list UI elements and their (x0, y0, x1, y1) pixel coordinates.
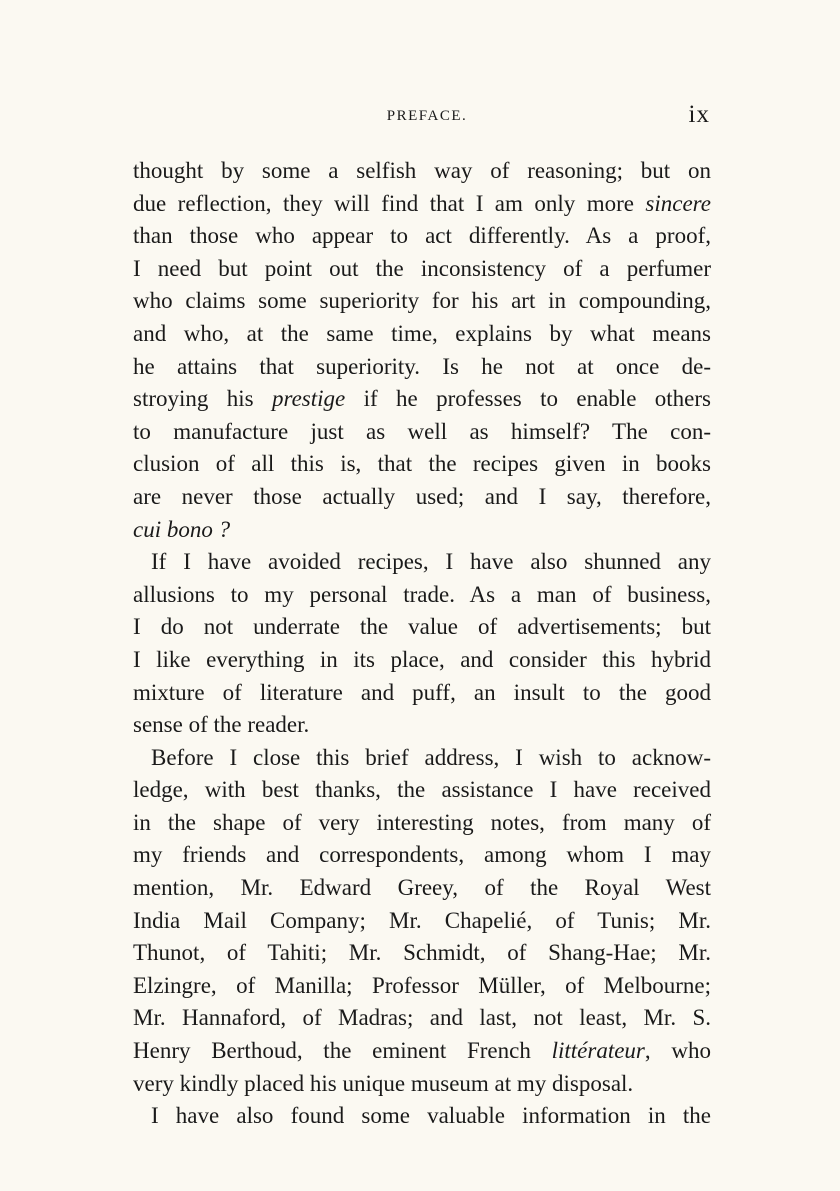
text-line: to manufacture just as well as himself? The con- (133, 418, 711, 444)
page-number: ix (688, 101, 710, 128)
text-line: India Mail Company; Mr. Chapelié, of Tunis; Mr. (133, 907, 711, 933)
text-line: sense of the reader. (133, 712, 310, 738)
text-line: Thunot, of Tahiti; Mr. Schmidt, of Shang-Hae; Mr. (133, 940, 711, 966)
text-line: cui bono ? (133, 516, 231, 542)
text-line: who claims some superiority for his art in compounding, (133, 288, 711, 314)
text-line: Elzingre, of Manilla; Professor Müller, of Melbourne; (133, 972, 711, 998)
text-line: in the shape of very interesting notes, from many of (133, 809, 711, 835)
running-title: PREFACE. (386, 108, 468, 124)
text-line: Mr. Hannaford, of Madras; and last, not least, Mr. S. (133, 1005, 711, 1031)
text-line: my friends and correspondents, among whom I may (133, 842, 711, 868)
text-line: mention, Mr. Edward Greey, of the Royal West (133, 875, 711, 901)
text-line: than those who appear to act differently. As a proof, (133, 223, 711, 249)
text-line: I do not underrate the value of advertisements; but (133, 614, 711, 640)
text-line: thought by some a selfish way of reasoning; but on (133, 158, 711, 183)
text-line: due reflection, they will find that I am only more sincere (133, 190, 711, 216)
running-head (132, 101, 714, 134)
text-line: clusion of all this is, that the recipes given in books (133, 451, 711, 477)
text-line: Before I close this brief address, I wish to acknow- (151, 744, 711, 770)
body-text (133, 155, 711, 1133)
text-line: allusions to my personal trade. As a man of business, (133, 581, 711, 607)
text-line: I like everything in its place, and consider this hybrid (133, 646, 711, 672)
text-line: Henry Berthoud, the eminent French littérateur, who (133, 1038, 711, 1064)
text-line: very kindly placed his unique museum at my disposal. (133, 1070, 634, 1096)
text-line: ledge, with best thanks, the assistance I have received (133, 777, 711, 803)
text-line: and who, at the same time, explains by what means (133, 320, 711, 346)
text-line: If I have avoided recipes, I have also shunned any (151, 549, 711, 575)
text-line: are never those actually used; and I say, therefore, (133, 483, 711, 509)
text-line: he attains that superiority. Is he not at once de- (133, 353, 711, 379)
text-line: I have also found some valuable information in the (151, 1103, 711, 1129)
text-line: mixture of literature and puff, an insult to the good (133, 679, 711, 705)
text-line: stroying his prestige if he professes to enable others (133, 386, 711, 412)
text-line: I need but point out the inconsistency of a perfumer (133, 255, 711, 281)
